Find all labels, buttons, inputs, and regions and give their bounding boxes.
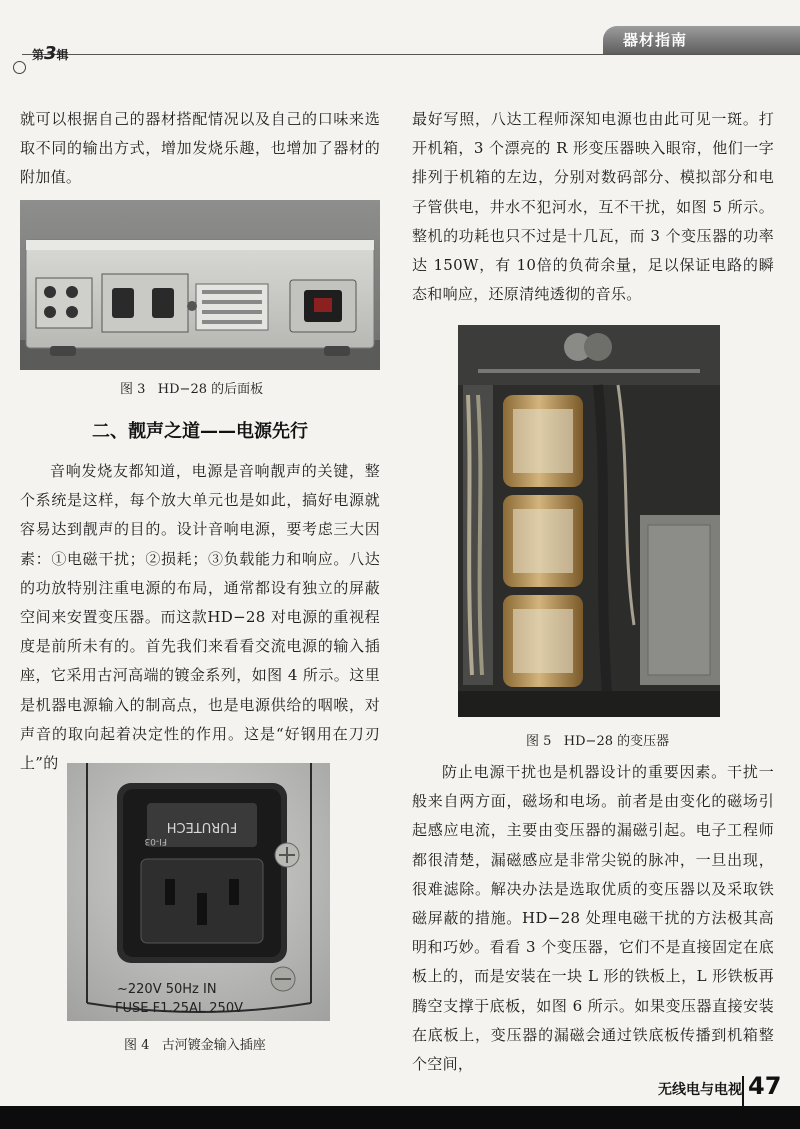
figure-4-power-inlet bbox=[67, 763, 330, 1021]
figure-4-caption: 图 4 古河镀金输入插座 bbox=[124, 1038, 266, 1053]
header-circle-icon bbox=[13, 61, 26, 74]
section-tab: 器材指南 bbox=[603, 26, 800, 54]
left-column-top bbox=[20, 105, 380, 193]
inlet-model-text: FI-03 bbox=[144, 836, 167, 846]
header-rule bbox=[22, 54, 800, 55]
inlet-brand-text: FURUTECH bbox=[166, 819, 238, 834]
figure-5-caption: 图 5 HD−28 的变压器 bbox=[526, 734, 670, 749]
footer-separator bbox=[742, 1076, 744, 1106]
left-paragraph-2: 音响发烧友都知道，电源是音响靓声的关键，整个系统是这样，每个放大单元也是如此，搞好电源就容易达到靓声的目的。设计音响电源，要考虑三大因素：①电磁干扰；②损耗；③负载能力和响应。八达的功放特别注重电源的布局，通常都设有独立的屏蔽空间来安置变压器。而这款HD−28 对电源的重视程度是前所未有的。首先我们来看看交流电源的输入插座，它采用古河高端的镀金系列，如图 4 所示。这里是机器电源输入的制高点，也是电源供给的咽喉，对声音的取向起着决定性的作用。这是“好钢用在刀刃上”的 bbox=[20, 462, 380, 773]
figure-3-rear-panel bbox=[20, 200, 380, 370]
page-number: 47 bbox=[748, 1072, 782, 1100]
right-column-main bbox=[412, 758, 774, 1079]
bottom-bar bbox=[0, 1106, 800, 1129]
right-paragraph-1: 最好写照，八达工程师深知电源也由此可见一斑。打开机箱，3 个漂亮的 R 形变压器映入眼帘，他们一字排列于机箱的左边，分别对数码部分、模拟部分和电子管供电，井水不犯河水，互不干扰，如图 5 所示。整机的功耗也只不过是十几瓦，而 3 个变压器的功率达 150W，有 10倍的负荷余量，足以保证电路的瞬态和响应，还原清纯透彻的音乐。 bbox=[412, 110, 774, 304]
series-prefix: 第 bbox=[32, 48, 45, 62]
figure-3-caption: 图 3 HD−28 的后面板 bbox=[120, 382, 264, 397]
section-heading: 二、靓声之道——电源先行 bbox=[92, 421, 308, 442]
left-paragraph-1: 就可以根据自己的器材搭配情况以及自己的口味来选取不同的输出方式，增加发烧乐趣，也增加了器材的附加值。 bbox=[20, 110, 380, 187]
series-label bbox=[32, 43, 69, 64]
left-column-main bbox=[20, 457, 380, 778]
figure-5-transformers bbox=[458, 325, 720, 717]
right-paragraph-2: 防止电源干扰也是机器设计的重要因素。干扰一般来自两方面，磁场和电场。前者是由变化的磁场引起感应电流，主要由变压器的漏磁引起。电子工程师都很清楚，漏磁感应是非常尖锐的脉冲，一旦出现，很难滤除。解决办法是选取优质的变压器以及采取铁磁屏蔽的措施。HD−28 处理电磁干扰的方法极其高明和巧妙。看看 3 个变压器，它们不是直接固定在底板上的，而是安装在一块 L 形的铁板上，L 形铁板再腾空支撑于底板，如图 6 所示。如果变压器直接安装在底板上，变压器的漏磁会通过铁底板传播到机箱整个空间， bbox=[412, 763, 774, 1074]
inlet-fuse-text: FUSE F1.25AL 250V bbox=[115, 1001, 243, 1016]
inlet-voltage-text: ~220V 50Hz IN bbox=[117, 982, 217, 997]
transformers-photo bbox=[458, 325, 720, 717]
series-suffix: 辑 bbox=[56, 48, 69, 62]
rear-panel-photo bbox=[20, 200, 380, 370]
power-inlet-photo bbox=[67, 763, 330, 1021]
right-column-top bbox=[412, 105, 774, 309]
series-number: 3 bbox=[44, 43, 57, 64]
magazine-name: 无线电与电视 bbox=[658, 1082, 742, 1098]
